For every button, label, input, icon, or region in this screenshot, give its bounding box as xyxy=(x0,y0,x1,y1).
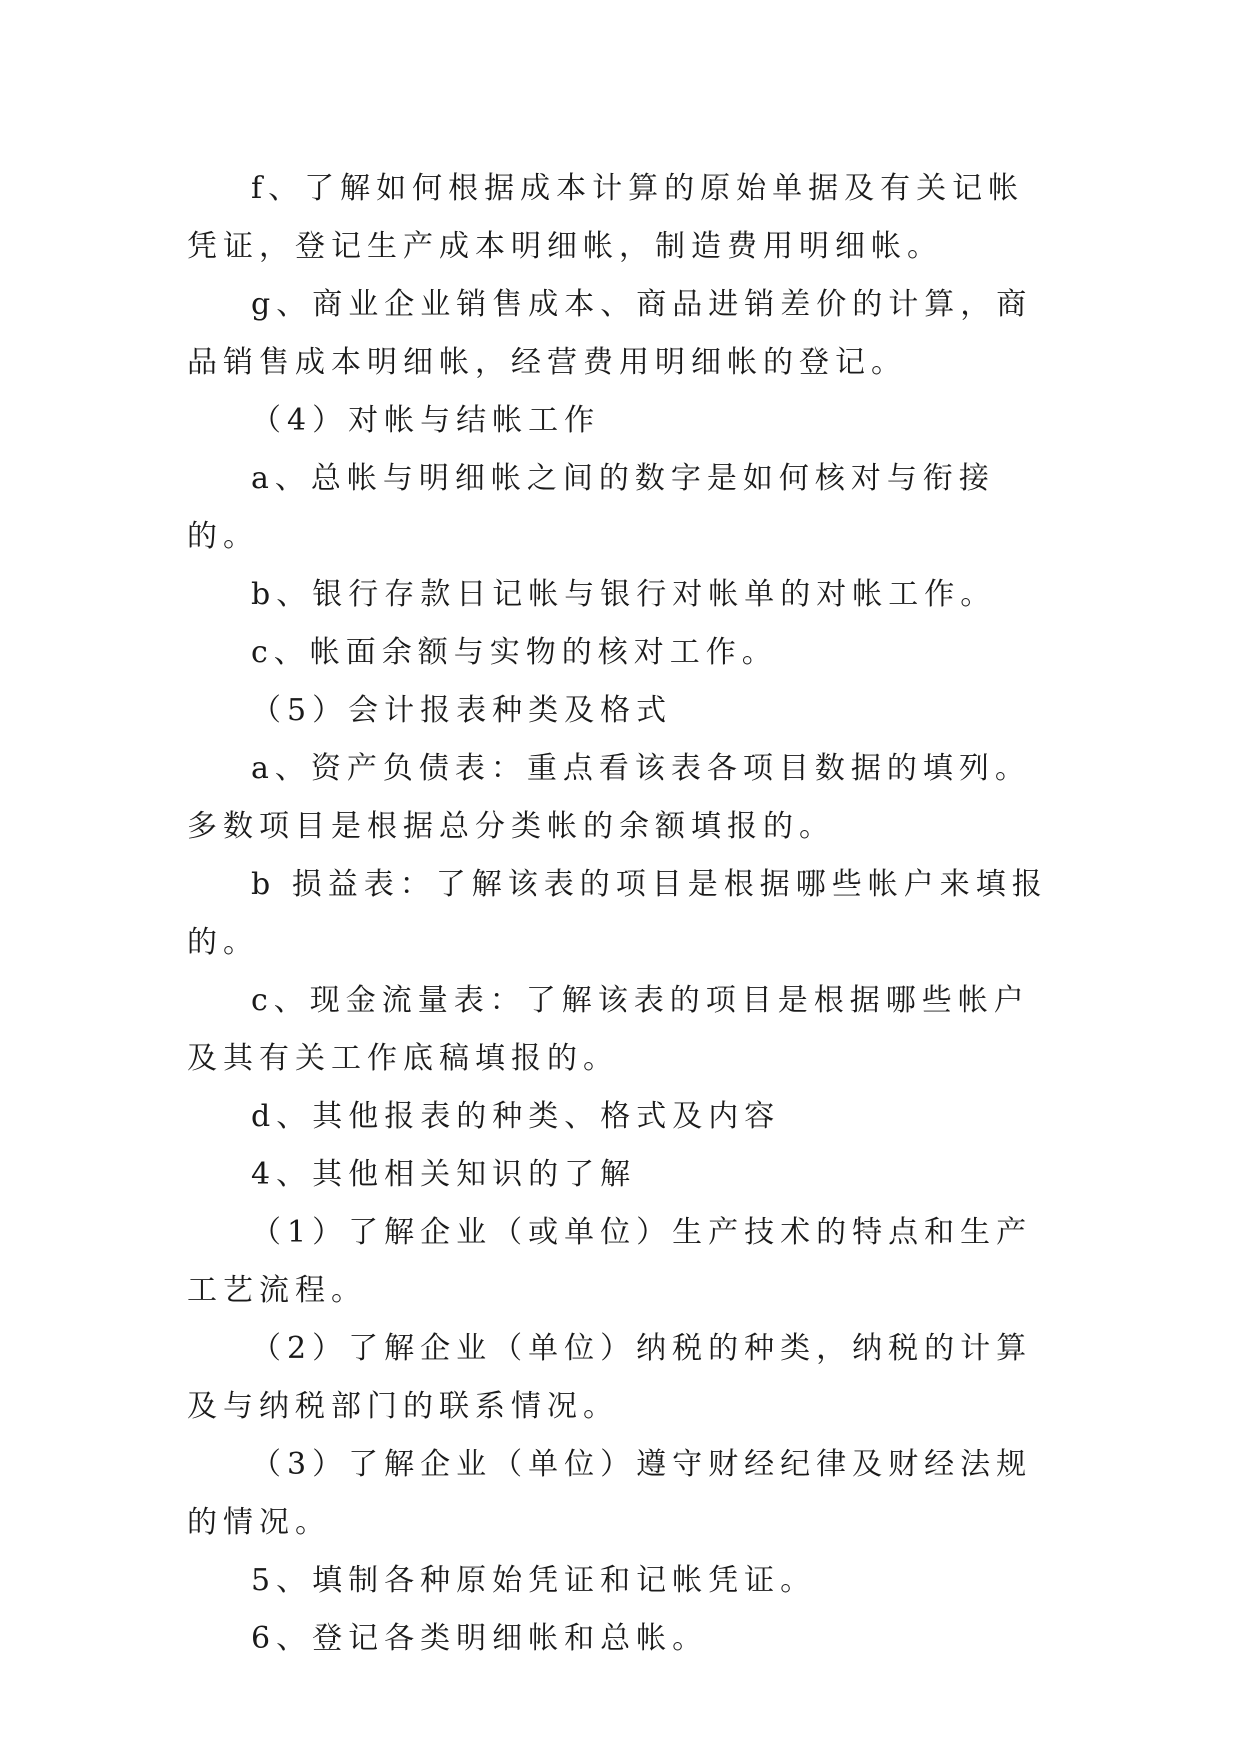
paragraph-b-bank: b、银行存款日记帐与银行对帐单的对帐工作。 xyxy=(251,577,997,612)
document-body xyxy=(187,160,1057,1668)
section-heading-4-related: 4、其他相关知识的了解 xyxy=(251,1157,637,1192)
paragraph-2-tax: （2）了解企业（单位）纳税的种类，纳税的计算及与纳税部门的联系情况。 xyxy=(187,1331,1033,1424)
paragraph-a-balance-sheet: a、资产负债表：重点看该表各项目数据的填列。多数项目是根据总分类帐的余额填报的。 xyxy=(187,751,1031,844)
paragraph-6-ledgers: 6、登记各类明细帐和总帐。 xyxy=(251,1621,709,1656)
paragraph-b-income-statement: b 损益表：了解该表的项目是根据哪些帐户来填报的。 xyxy=(187,867,1048,960)
paragraph-a-reconcile: a、总帐与明细帐之间的数字是如何核对与衔接的。 xyxy=(187,461,995,554)
paragraph-c-balance: c、帐面余额与实物的核对工作。 xyxy=(251,635,778,670)
section-heading-5: （5）会计报表种类及格式 xyxy=(251,693,673,728)
paragraph-3-regulations: （3）了解企业（单位）遵守财经纪律及财经法规的情况。 xyxy=(187,1447,1033,1540)
paragraph-d-other-reports: d、其他报表的种类、格式及内容 xyxy=(251,1099,781,1134)
section-heading-4: （4）对帐与结帐工作 xyxy=(251,403,601,438)
paragraph-c-cash-flow: c、现金流量表：了解该表的项目是根据哪些帐户及其有关工作底稿填报的。 xyxy=(187,983,1030,1076)
paragraph-1-production: （1）了解企业（或单位）生产技术的特点和生产工艺流程。 xyxy=(187,1215,1033,1308)
paragraph-g: g、商业企业销售成本、商品进销差价的计算，商品销售成本明细帐，经营费用明细帐的登记。 xyxy=(187,287,1033,380)
paragraph-f: f、了解如何根据成本计算的原始单据及有关记帐凭证，登记生产成本明细帐，制造费用明细帐。 xyxy=(187,171,1025,264)
paragraph-5-vouchers: 5、填制各种原始凭证和记帐凭证。 xyxy=(251,1563,817,1598)
